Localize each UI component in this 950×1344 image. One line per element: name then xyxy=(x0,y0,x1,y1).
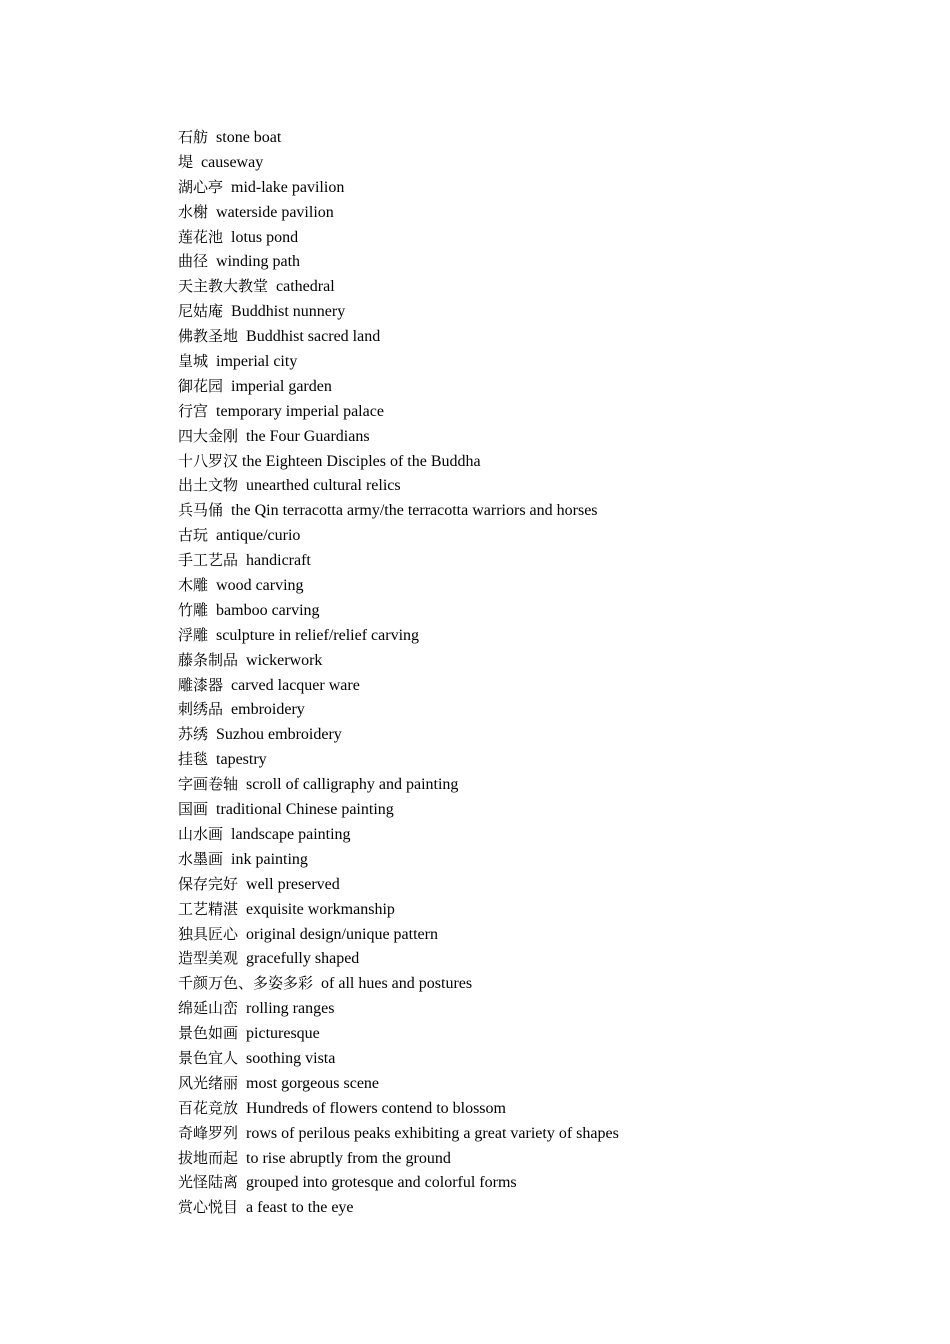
english-translation: imperial garden xyxy=(223,377,332,395)
glossary-entry xyxy=(178,399,619,424)
english-translation: Buddhist nunnery xyxy=(223,303,346,321)
chinese-term: 景色如画 xyxy=(178,1024,239,1043)
chinese-term: 行宫 xyxy=(178,401,209,420)
english-translation: winding path xyxy=(208,253,301,271)
glossary-entry xyxy=(178,747,619,772)
glossary-entry xyxy=(178,449,619,474)
chinese-term: 木雕 xyxy=(178,576,209,595)
glossary-entry xyxy=(178,1121,619,1146)
chinese-term: 兵马俑 xyxy=(178,501,224,520)
glossary-entry xyxy=(178,872,619,897)
chinese-term: 佛教圣地 xyxy=(178,327,239,346)
glossary-entry xyxy=(178,897,619,922)
chinese-term: 出土文物 xyxy=(178,476,239,495)
glossary-list xyxy=(178,125,619,1220)
chinese-term: 手工艺品 xyxy=(178,551,239,570)
glossary-entry xyxy=(178,1021,619,1046)
glossary-entry xyxy=(178,548,619,573)
chinese-term: 山水画 xyxy=(178,824,224,843)
glossary-entry xyxy=(178,349,619,374)
chinese-term: 造型美观 xyxy=(178,949,239,968)
glossary-entry xyxy=(178,772,619,797)
english-translation: ink painting xyxy=(223,850,308,868)
glossary-entry xyxy=(178,249,619,274)
glossary-entry xyxy=(178,922,619,947)
english-translation: original design/unique pattern xyxy=(238,925,438,943)
chinese-term: 字画卷轴 xyxy=(178,775,239,794)
glossary-entry xyxy=(178,797,619,822)
english-translation: tapestry xyxy=(208,751,267,769)
chinese-term: 百花竞放 xyxy=(178,1098,239,1117)
chinese-term: 赏心悦目 xyxy=(178,1198,239,1217)
chinese-term: 古玩 xyxy=(178,526,209,545)
english-translation: soothing vista xyxy=(238,1049,336,1067)
glossary-entry xyxy=(178,523,619,548)
chinese-term: 尼姑庵 xyxy=(178,302,224,321)
chinese-term: 景色宜人 xyxy=(178,1048,239,1067)
glossary-entry xyxy=(178,971,619,996)
glossary-entry xyxy=(178,125,619,150)
chinese-term: 水墨画 xyxy=(178,849,224,868)
glossary-entry xyxy=(178,274,619,299)
glossary-entry xyxy=(178,424,619,449)
chinese-term: 刺绣品 xyxy=(178,700,224,719)
english-translation: grouped into grotesque and colorful forms xyxy=(238,1174,517,1192)
chinese-term: 湖心亭 xyxy=(178,177,224,196)
chinese-term: 拔地而起 xyxy=(178,1148,239,1167)
glossary-entry xyxy=(178,200,619,225)
glossary-entry xyxy=(178,946,619,971)
glossary-entry xyxy=(178,573,619,598)
chinese-term: 水榭 xyxy=(178,202,209,221)
glossary-entry xyxy=(178,822,619,847)
chinese-term: 皇城 xyxy=(178,352,209,371)
glossary-entry xyxy=(178,697,619,722)
glossary-entry xyxy=(178,225,619,250)
glossary-entry xyxy=(178,1096,619,1121)
english-translation: handicraft xyxy=(238,552,311,570)
glossary-entry xyxy=(178,623,619,648)
english-translation: rows of perilous peaks exhibiting a great variety of shapes xyxy=(238,1124,619,1142)
chinese-term: 堤 xyxy=(178,152,194,171)
glossary-entry xyxy=(178,996,619,1021)
chinese-term: 藤条制品 xyxy=(178,650,239,669)
chinese-term: 雕漆器 xyxy=(178,675,224,694)
glossary-entry xyxy=(178,1195,619,1220)
chinese-term: 莲花池 xyxy=(178,227,224,246)
glossary-entry xyxy=(178,175,619,200)
chinese-term: 竹雕 xyxy=(178,600,209,619)
english-translation: to rise abruptly from the ground xyxy=(238,1149,451,1167)
chinese-term: 绵延山峦 xyxy=(178,999,239,1018)
english-translation: traditional Chinese painting xyxy=(208,801,394,819)
english-translation: most gorgeous scene xyxy=(238,1074,380,1092)
chinese-term: 十八罗汉 xyxy=(178,451,239,470)
english-translation: carved lacquer ware xyxy=(223,676,360,694)
english-translation: temporary imperial palace xyxy=(208,402,384,420)
glossary-entry xyxy=(178,673,619,698)
glossary-entry xyxy=(178,374,619,399)
chinese-term: 独具匠心 xyxy=(178,924,239,943)
chinese-term: 御花园 xyxy=(178,376,224,395)
chinese-term: 曲径 xyxy=(178,252,209,271)
english-translation: Buddhist sacred land xyxy=(238,328,381,346)
english-translation: stone boat xyxy=(208,129,282,146)
chinese-term: 四大金刚 xyxy=(178,426,239,445)
chinese-term: 千颜万色、多姿多彩 xyxy=(178,974,314,993)
english-translation: gracefully shaped xyxy=(238,950,360,968)
english-translation: picturesque xyxy=(238,1025,320,1043)
english-translation: of all hues and postures xyxy=(313,975,473,993)
chinese-term: 光怪陆离 xyxy=(178,1173,239,1192)
english-translation: embroidery xyxy=(223,701,305,719)
english-translation: rolling ranges xyxy=(238,1000,335,1018)
chinese-term: 工艺精湛 xyxy=(178,899,239,918)
glossary-entry xyxy=(178,648,619,673)
glossary-entry xyxy=(178,1170,619,1195)
english-translation: the Four Guardians xyxy=(238,427,370,445)
english-translation: wood carving xyxy=(208,577,304,595)
glossary-entry xyxy=(178,150,619,175)
glossary-entry xyxy=(178,1146,619,1171)
glossary-entry xyxy=(178,598,619,623)
english-translation: the Eighteen Disciples of the Buddha xyxy=(238,452,481,470)
glossary-entry xyxy=(178,722,619,747)
glossary-entry xyxy=(178,324,619,349)
english-translation: wickerwork xyxy=(238,651,323,669)
chinese-term: 苏绣 xyxy=(178,725,209,744)
english-translation: scroll of calligraphy and painting xyxy=(238,776,459,794)
english-translation: well preserved xyxy=(238,875,340,893)
chinese-term: 风光绪丽 xyxy=(178,1073,239,1092)
english-translation: unearthed cultural relics xyxy=(238,477,401,495)
english-translation: the Qin terracotta army/the terracotta warriors and horses xyxy=(223,502,598,520)
glossary-entry xyxy=(178,1071,619,1096)
english-translation: sculpture in relief/relief carving xyxy=(208,626,420,644)
chinese-term: 奇峰罗列 xyxy=(178,1123,239,1142)
english-translation: cathedral xyxy=(268,278,335,296)
glossary-entry xyxy=(178,473,619,498)
glossary-entry xyxy=(178,1046,619,1071)
english-translation: causeway xyxy=(193,153,264,171)
glossary-entry xyxy=(178,299,619,324)
english-translation: antique/curio xyxy=(208,527,301,545)
chinese-term: 国画 xyxy=(178,800,209,819)
english-translation: a feast to the eye xyxy=(238,1199,354,1217)
english-translation: imperial city xyxy=(208,353,298,371)
english-translation: bamboo carving xyxy=(208,601,320,619)
english-translation: mid-lake pavilion xyxy=(223,178,345,196)
glossary-entry xyxy=(178,847,619,872)
english-translation: landscape painting xyxy=(223,825,351,843)
english-translation: lotus pond xyxy=(223,228,299,246)
chinese-term: 挂毯 xyxy=(178,750,209,769)
glossary-entry xyxy=(178,498,619,523)
chinese-term: 浮雕 xyxy=(178,625,209,644)
chinese-term: 天主教大教堂 xyxy=(178,277,269,296)
english-translation: Hundreds of flowers contend to blossom xyxy=(238,1099,506,1117)
english-translation: waterside pavilion xyxy=(208,203,334,221)
chinese-term: 石舫 xyxy=(178,128,209,146)
english-translation: exquisite workmanship xyxy=(238,900,395,918)
chinese-term: 保存完好 xyxy=(178,874,239,893)
english-translation: Suzhou embroidery xyxy=(208,726,342,744)
